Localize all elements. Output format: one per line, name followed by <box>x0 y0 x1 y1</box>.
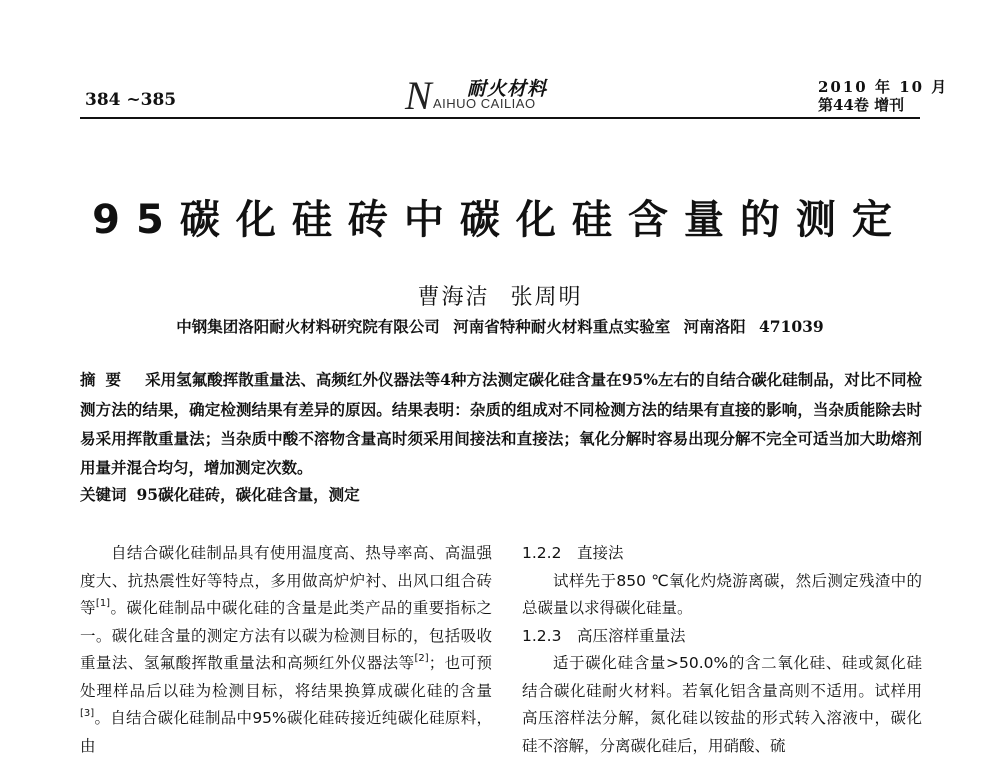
section-heading-1-2-3: 1.2.3 高压溶样重量法 <box>522 626 686 645</box>
section-heading-1-2-2: 1.2.2 直接法 <box>522 544 624 562</box>
body-right-column <box>522 540 922 760</box>
keywords <box>80 483 360 505</box>
intro-text-3: ；也可预处理样品后以硅为检测目标，将结果换算成碳化硅的含量 <box>80 654 492 700</box>
citation-1: [1] <box>95 598 111 609</box>
abstract-text: 采用氢氟酸挥散重量法、高频红外仪器法等4种方法测定碳化硅含量在95%左右的自结合碳化硅制品，对比不同检测方法的结果，确定检测结果有差异的原因。结果表明：杂质的组成对不同检测方法的结果有直接的影响，当杂质能除去时易采用挥散重量法；当杂质中酸不溶物含量高时须采用间接法和直接法；氧化分解时容易出现分解不完全可适当加大助熔剂用量并混合均匀，增加测定次数。 <box>80 370 922 477</box>
body-left-column <box>80 540 492 760</box>
section-text-1-2-3: 适于碳化硅含量>50.0%的含二氧化硅、硅或氮化硅结合碳化硅耐火材料。若氧化铝含量高则不适用。试样用高压溶样法分解，氮化硅以铵盐的形式转入溶液中，碳化硅不溶解，分离碳化硅后，用硝酸、硫 <box>522 654 922 755</box>
issue-info <box>818 78 948 114</box>
article-title: 95碳化硅砖中碳化硅含量的测定 <box>92 197 908 243</box>
article-affiliation: 中钢集团洛阳耐火材料研究院有限公司 河南省特种耐火材料重点实验室 河南洛阳 471039 <box>176 317 824 336</box>
section-text-1-2-2: 试样先于850 ℃氧化灼烧游离碳，然后测定残渣中的总碳量以求得碳化硅量。 <box>522 571 922 617</box>
journal-name-en: AIHUO CAILIAO <box>433 96 536 111</box>
citation-2: [2] <box>414 653 429 664</box>
intro-text-4: 。自结合碳化硅制品中95%碳化硅砖接近纯碳化硅原料，由 <box>80 709 492 755</box>
issue-volume: 第44卷 增刊 <box>818 96 905 114</box>
keywords-text: 95碳化硅砖，碳化硅含量，测定 <box>136 485 360 504</box>
issue-date: 2010 年 10 月 <box>818 78 949 96</box>
intro-text-1: 自结合碳化硅制品具有使用温度高、热导率高、高温强度大、抗热震性好等特点，多用做高炉炉衬、出风口组合砖等 <box>80 544 492 617</box>
journal-name-cn: 耐火材料 <box>467 78 548 100</box>
article-authors: 曹海洁 张周明 <box>417 285 583 310</box>
logo-letter: N <box>405 73 432 118</box>
keywords-label: 关键词 <box>80 486 127 504</box>
header-rule <box>80 117 920 119</box>
intro-paragraph <box>80 540 492 760</box>
citation-3: [3] <box>80 708 95 719</box>
intro-text-2: 。碳化硅制品中碳化硅的含量是此类产品的重要指标之一。碳化硅含量的测定方法有以碳为检测目标的，包括吸收重量法、氢氟酸挥散重量法和高频红外仪器法等 <box>80 599 492 672</box>
abstract-label: 摘要 <box>80 371 132 389</box>
journal-logo <box>405 72 565 118</box>
page-range: 384 ~385 <box>85 90 177 110</box>
abstract <box>80 365 922 482</box>
